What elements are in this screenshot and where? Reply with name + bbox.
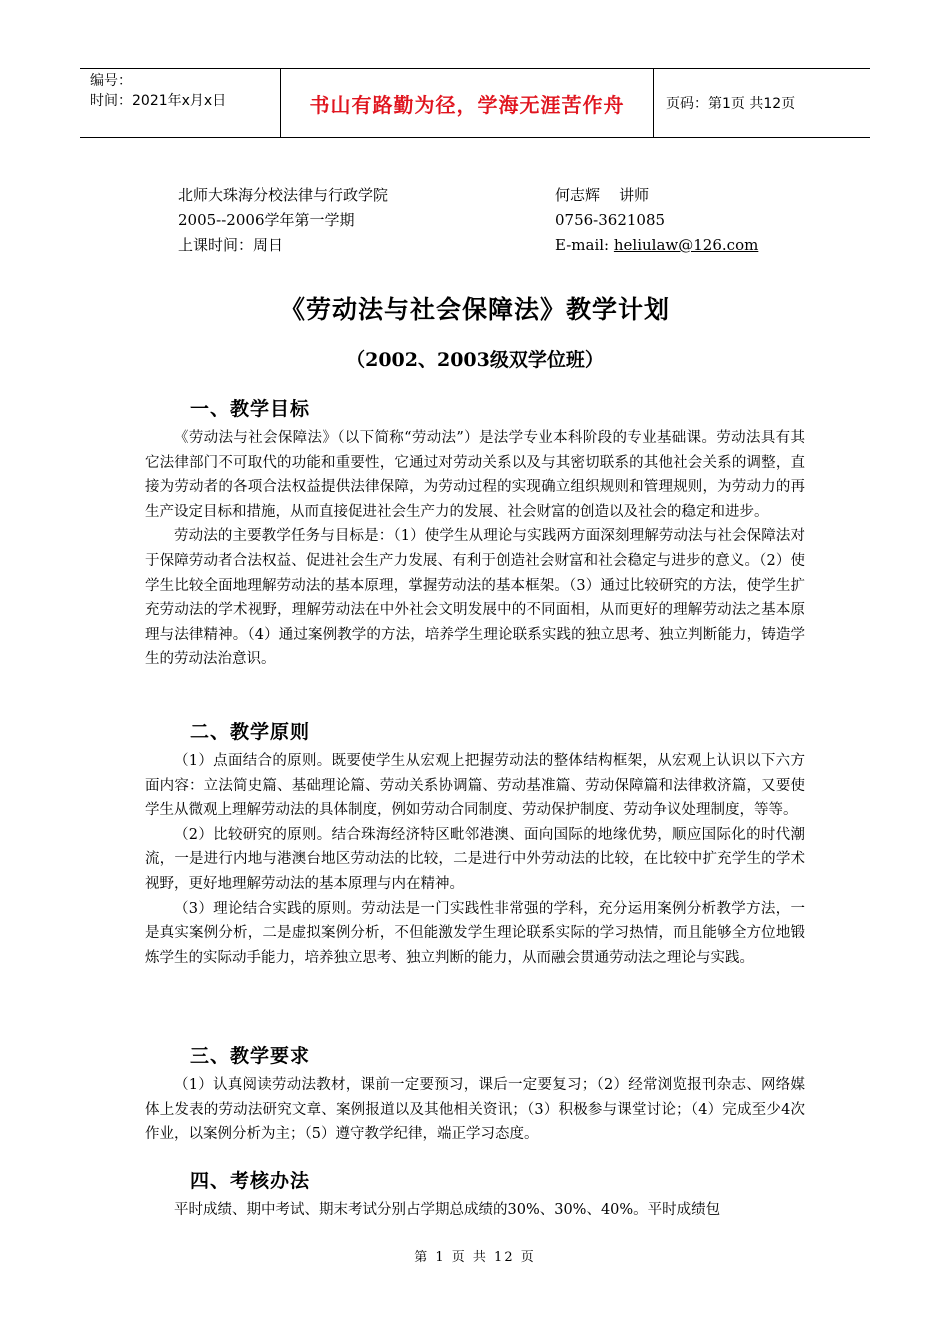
section-paragraph: 《劳动法与社会保障法》（以下简称“劳动法”）是法学专业本科阶段的专业基础课。劳动法具有其它法律部门不可取代的功能和重要性，它通过对劳动关系以及与其密切联系的其他社会关系的调整，直接为劳动者的各项合法权益提供法律保障，为劳动过程的实现确立组织规则和管理规则，为劳动力的再生产设定目标和措施，从而直接促进社会生产力的发展、社会财富的创造以及社会的稳定和进步。 [145, 430, 805, 520]
teacher-email-line [555, 233, 758, 258]
section-heading: 一、教学目标 [190, 398, 311, 420]
section-heading: 四、考核办法 [190, 1170, 311, 1192]
section-heading: 二、教学原则 [190, 721, 311, 743]
document-title: 《劳动法与社会保障法》教学计划 [279, 295, 670, 324]
section-teaching-goals [145, 392, 805, 672]
header-page-info: 页码：第1页 共12页 [666, 96, 796, 112]
header-meta [80, 69, 281, 137]
email-link[interactable]: heliulaw@126.com [613, 236, 759, 254]
academic-term: 2005--2006学年第一学期 [178, 211, 355, 229]
section-paragraph: 劳动法的主要教学任务与目标是：（1）使学生从理论与实践两方面深刻理解劳动法与社会保障法对于保障劳动者合法权益、促进社会生产力发展、有利于创造社会财富和社会稳定与进步的意义。（2）使学生比较全面地理解劳动法的基本原理，掌握劳动法的基本框架。（3）通过比较研究的方法，使学生扩充劳动法的学术视野，理解劳动法在中外社会文明发展中的不同面相，从而更好的理解劳动法之基本原理与法律精神。（4）通过案例教学的方法，培养学生理论联系实践的独立思考、独立判断能力，铸造学生的劳动法治意识。 [145, 528, 805, 668]
class-time: 上课时间：周日 [178, 236, 284, 254]
page-footer: 第 1 页 共 12 页 [414, 1250, 536, 1265]
course-info-left [178, 183, 388, 258]
section-assessment [145, 1164, 805, 1223]
header-number: 编号： [90, 73, 132, 89]
section-teaching-principles [145, 715, 805, 970]
teacher-phone: 0756-3621085 [555, 211, 666, 229]
section-paragraph: （1）点面结合的原则。既要使学生从宏观上把握劳动法的整体结构框架，从宏观上认识以下六方面内容：立法简史篇、基础理论篇、劳动关系协调篇、劳动基准篇、劳动保障篇和法律救济篇，又要使学生从微观上理解劳动法的具体制度，例如劳动合同制度、劳动保护制度、劳动争议处理制度，等等。 [145, 753, 805, 819]
page-header [80, 68, 870, 138]
course-info-right [555, 183, 758, 258]
section-heading: 三、教学要求 [190, 1045, 311, 1067]
section-paragraph: （2）比较研究的原则。结合珠海经济特区毗邻港澳、面向国际的地缘优势，顺应国际化的时代潮流，一是进行内地与港澳台地区劳动法的比较，二是进行中外劳动法的比较，在比较中扩充学生的学术视野，更好地理解劳动法的基本原理与内在精神。 [145, 826, 805, 892]
school-name: 北师大珠海分校法律与行政学院 [178, 186, 389, 204]
email-label: E-mail: [555, 236, 614, 254]
teacher-name: 何志辉 讲师 [555, 186, 650, 204]
section-paragraph: （3）理论结合实践的原则。劳动法是一门实践性非常强的学科，充分运用案例分析教学方法，一是真实案例分析，二是虚拟案例分析，不但能激发学生理论联系实际的学习热情，而且能够全方位地锻炼学生的实际动手能力，培养独立思考、独立判断的能力，从而融会贯通劳动法之理论与实践。 [145, 900, 805, 966]
header-motto: 书山有路勤为径，学海无涯苦作舟 [281, 69, 654, 137]
header-date: 时间：2021年x月x日 [90, 93, 227, 109]
section-paragraph: （1）认真阅读劳动法教材，课前一定要预习，课后一定要复习；（2）经常浏览报刊杂志、网络媒体上发表的劳动法研究文章、案例报道以及其他相关资讯；（3）积极参与课堂讨论；（4）完成至少4次作业，以案例分析为主；（5）遵守教学纪律，端正学习态度。 [145, 1077, 805, 1143]
document-subtitle: （2002、2003级双学位班） [346, 349, 604, 371]
section-paragraph: 平时成绩、期中考试、期末考试分别占学期总成绩的30%、30%、40%。平时成绩包 [174, 1202, 721, 1218]
section-teaching-requirements [145, 1039, 805, 1147]
